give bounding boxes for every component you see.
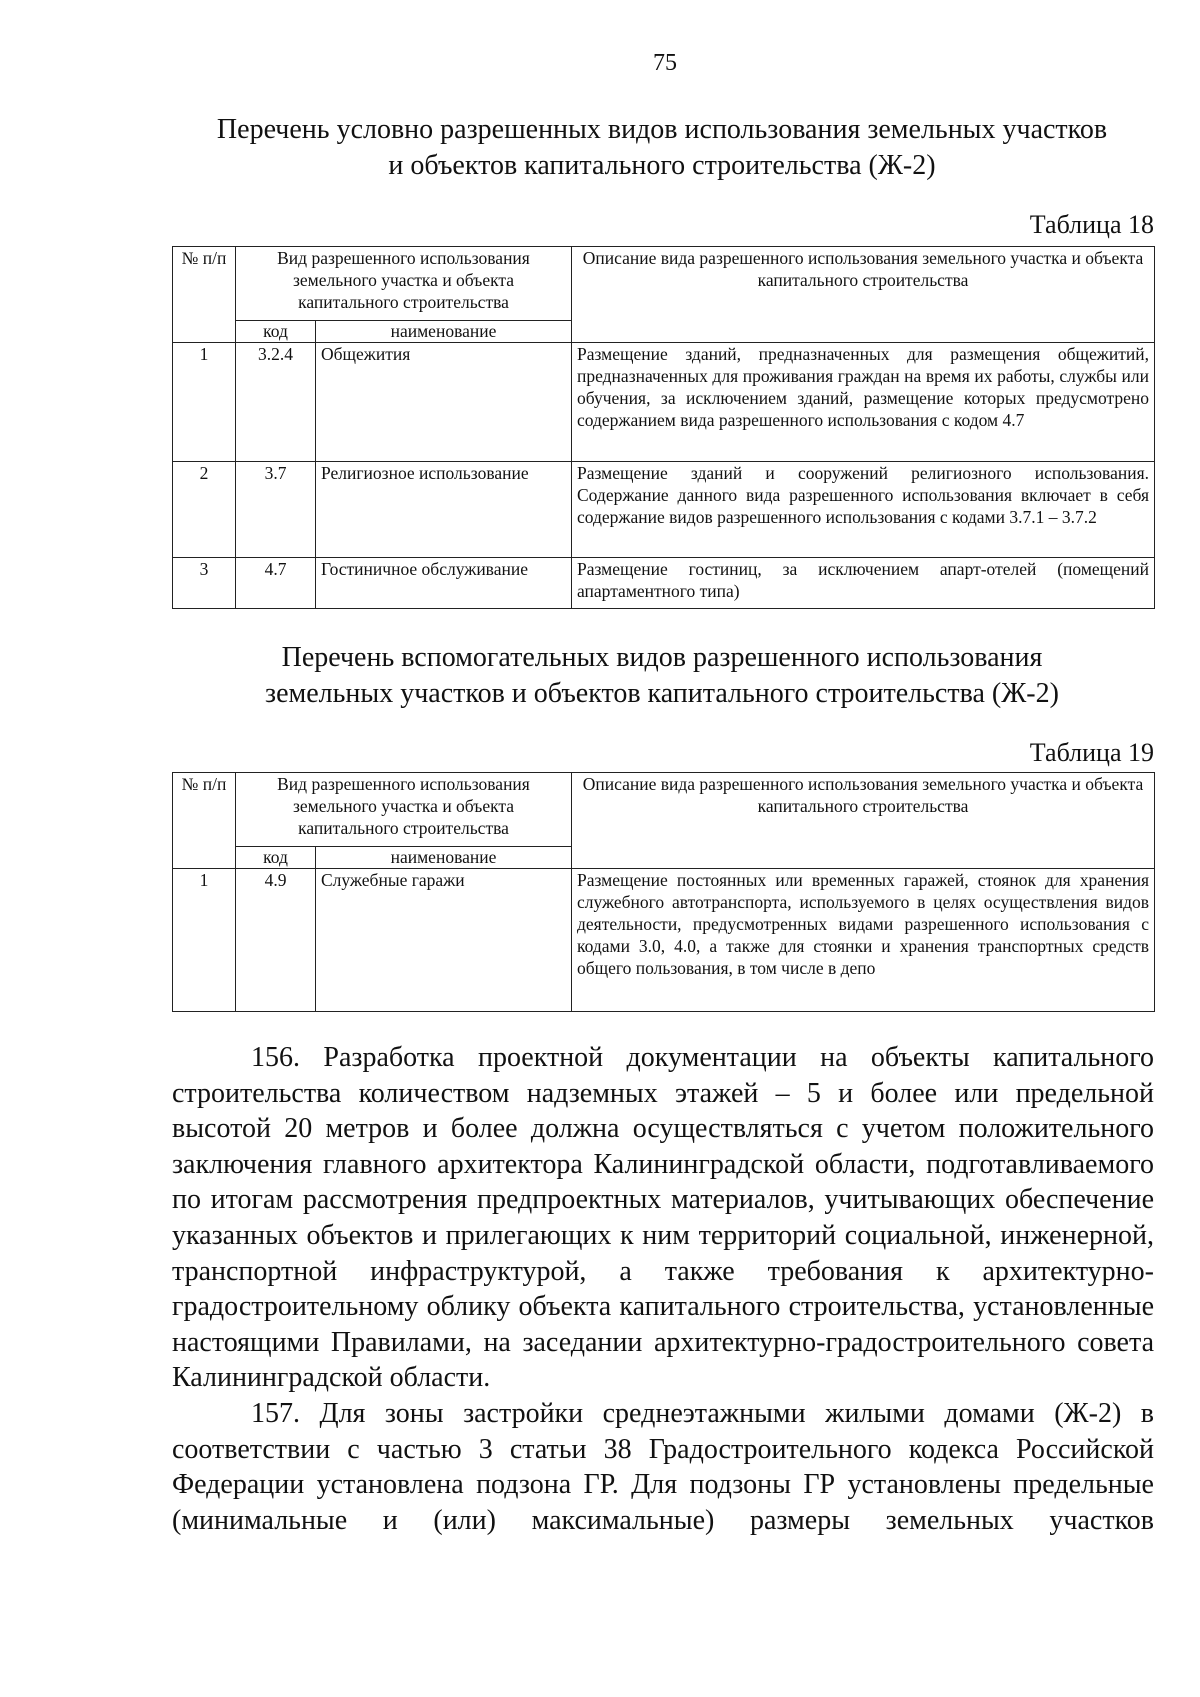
- row-code: 3.2.4: [236, 343, 316, 462]
- row-code: 4.7: [236, 558, 316, 609]
- header-code: код: [236, 847, 316, 869]
- row-code: 3.7: [236, 462, 316, 558]
- table19-caption: Таблица 19: [1029, 738, 1154, 767]
- table-row: [173, 462, 1155, 558]
- row-num: 2: [173, 462, 236, 558]
- header-name: наименование: [316, 847, 572, 869]
- table-18: [172, 246, 1155, 609]
- section1-title-line2: и объектов капитального строительства (Ж-2): [388, 150, 936, 181]
- section2-title-line1: Перечень вспомогательных видов разрешенного использования: [281, 642, 1043, 673]
- row-num: 1: [173, 343, 236, 462]
- table-row: [173, 343, 1155, 462]
- row-num: 3: [173, 558, 236, 609]
- row-name: Общежития: [316, 343, 572, 462]
- row-name: Религиозное использование: [316, 462, 572, 558]
- header-code: код: [236, 321, 316, 343]
- row-description: Размещение постоянных или временных гаражей, стоянок для хранения служебного автотранспорта, используемого в целях осуществления видов деятельности, предусмотренных видами разрешенного использования с кодами 3.0, 4.0, а также для стоянки и хранения транспортных средств общего пользования, в том числе в депо: [572, 869, 1155, 1012]
- section2-title: [172, 640, 1152, 712]
- row-description: Размещение гостиниц, за исключением апарт-отелей (помещений апартаментного типа): [572, 558, 1155, 609]
- row-name: Гостиничное обслуживание: [316, 558, 572, 609]
- row-description: Размещение зданий и сооружений религиозного использования. Содержание данного вида разрешенного использования включает в себя содержание видов разрешенного использования с кодами 3.7.1 – 3.7.2: [572, 462, 1155, 558]
- header-name: наименование: [316, 321, 572, 343]
- section1-title: [172, 112, 1152, 184]
- paragraph-157: 157. Для зоны застройки среднеэтажными жилыми домами (Ж-2) в соответствии с частью 3 статьи 38 Градостроительного кодекса Российской Федерации установлена подзона ГР. Для подзоны ГР установлены предельные (минимальные и (или) максимальные) размеры земельных участков: [172, 1397, 1154, 1536]
- page-number: 75: [653, 50, 677, 76]
- row-description: Размещение зданий, предназначенных для размещения общежитий, предназначенных для проживания граждан на время их работы, службы или обучения, за исключением зданий, размещение которых предусмотрено содержанием вида разрешенного использования с кодом 4.7: [572, 343, 1155, 462]
- table18-caption: Таблица 18: [1029, 210, 1154, 239]
- header-num: № п/п: [173, 773, 236, 869]
- section2-title-line2: земельных участков и объектов капитального строительства (Ж-2): [265, 678, 1059, 709]
- row-code: 4.9: [236, 869, 316, 1012]
- row-num: 1: [173, 869, 236, 1012]
- header-description: Описание вида разрешенного использования земельного участка и объекта капитального строительства: [572, 247, 1155, 343]
- table-19: [172, 772, 1155, 1012]
- section1-title-line1: Перечень условно разрешенных видов использования земельных участков: [216, 114, 1108, 145]
- table-row: [173, 558, 1155, 609]
- header-kind: Вид разрешенного использования земельного участка и объекта капитального строительства: [236, 773, 572, 847]
- row-name: Служебные гаражи: [316, 869, 572, 1012]
- header-num: № п/п: [173, 247, 236, 343]
- paragraph-156: 156. Разработка проектной документации на объекты капитального строительства количеством надземных этажей – 5 и более или предельной высотой 20 метров и более должна осуществляться с учетом положительного заключения главного архитектора Калининградской области, подготавливаемого по итогам рассмотрения предпроектных материалов, учитывающих обеспечение указанных объектов и прилегающих к ним территорий социальной, инженерной, транспортной инфраструктурой, а также требования к архитектурно-градостроительному облику объекта капитального строительства, установленные настоящими Правилами, на заседании архитектурно-градостроительного совета Калининградской области.: [172, 1042, 1154, 1394]
- header-kind: Вид разрешенного использования земельного участка и объекта капитального строительства: [236, 247, 572, 321]
- body-text: [172, 1040, 1154, 1538]
- table-row: [173, 869, 1155, 1012]
- header-description: Описание вида разрешенного использования земельного участка и объекта капитального строительства: [572, 773, 1155, 869]
